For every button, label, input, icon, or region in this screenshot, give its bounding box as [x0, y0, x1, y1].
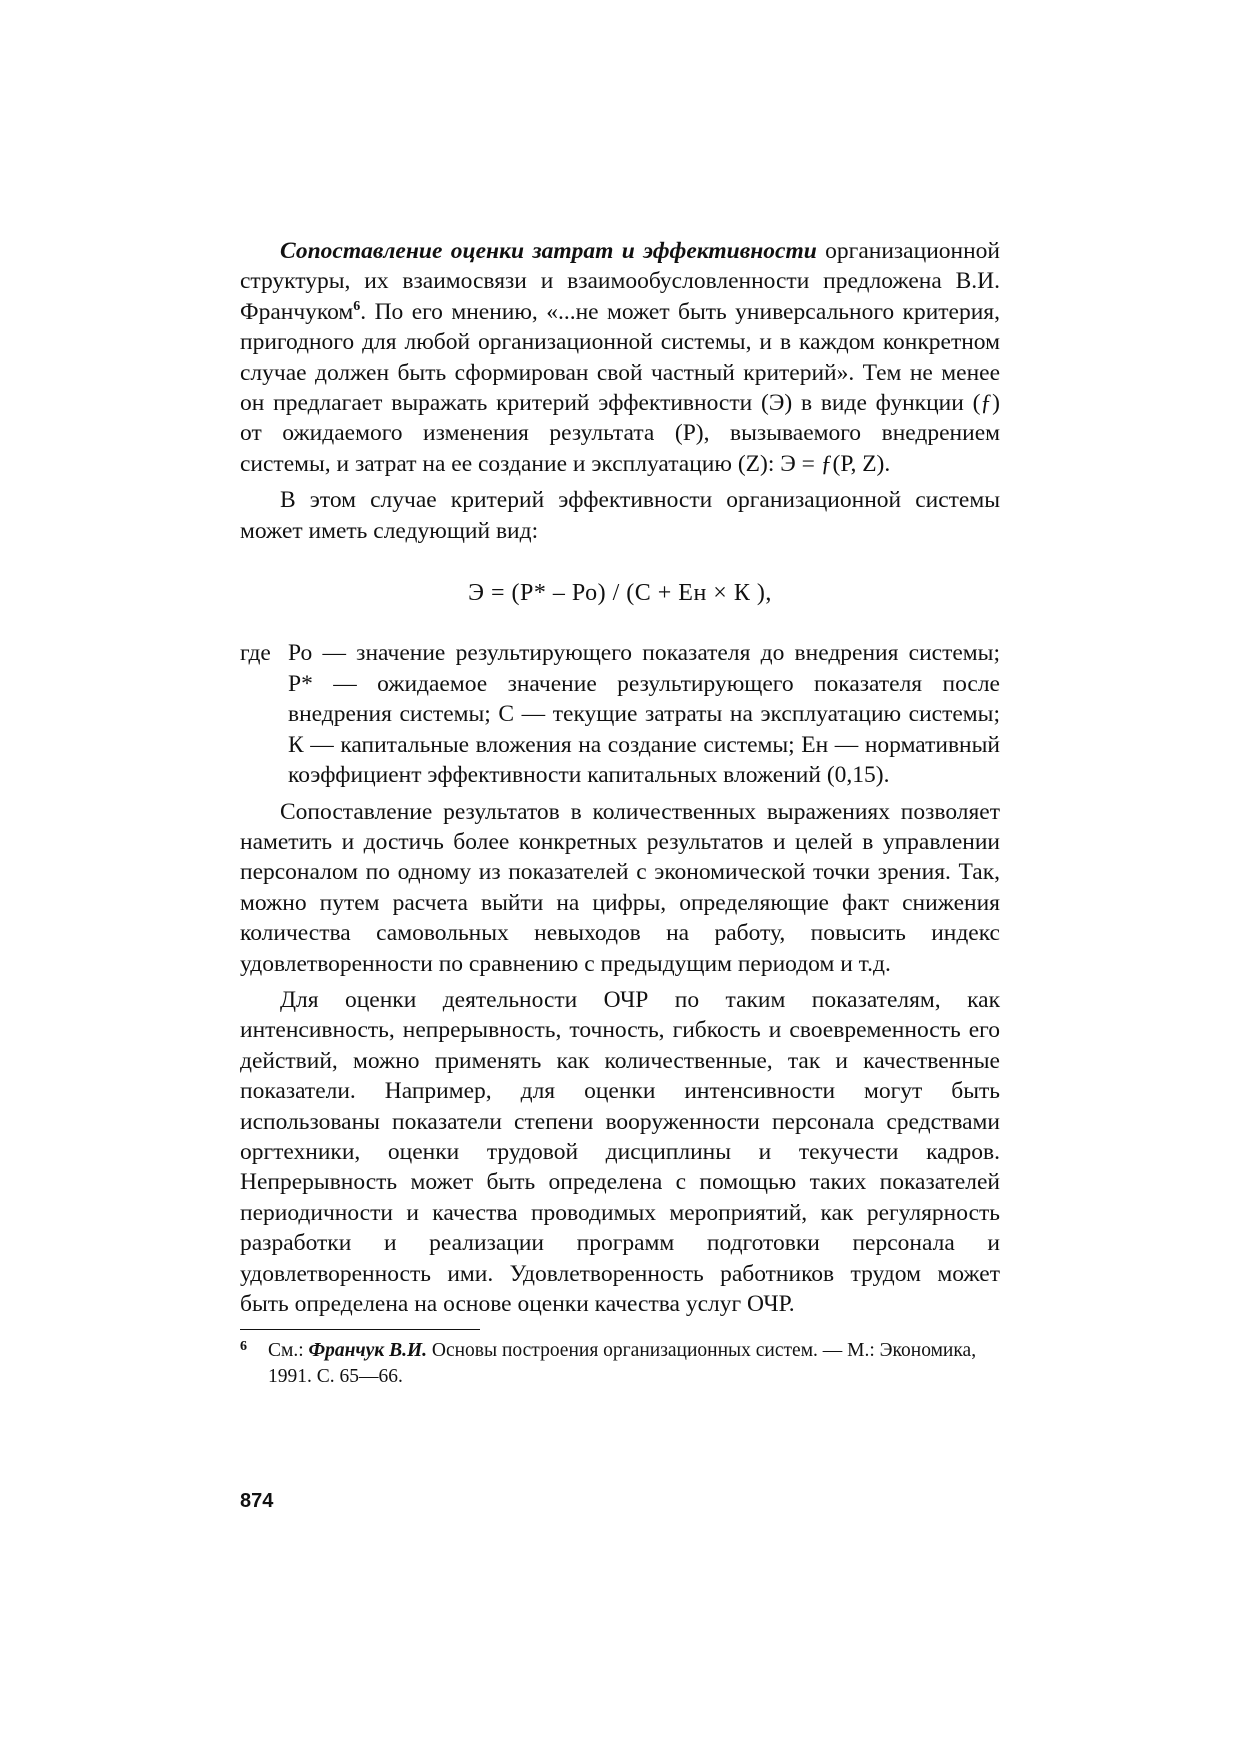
paragraph-criterion-intro: В этом случае критерий эффективности организационной системы может иметь следующий вид:: [240, 487, 1000, 544]
paragraph-ochr-assessment: Для оценки деятельности ОЧР по таким показателям, как интенсивность, непрерывность, точность, гибкость и своевременность его действий, можно применять как количественные, так и качественные показатели. Например, для оценки интенсивности могут быть использованы показатели степени вооруженности персонала средствами оргтехники, оценки трудовой дисциплины и текучести кадров. Непрерывность может быть определена с помощью таких показателей периодичности и качества проводимых мероприятий, как регулярность разработки и реализации программ подготовки персонала и удовлетворенность ими. Удовлетворенность работников трудом может быть определена на основе оценки качества услуг ОЧР.: [240, 986, 1000, 1317]
paragraph-text-a: организационной структуры, их взаимосвязи и взаимообусловленности предложена В.И. Франчуком: [240, 238, 1000, 325]
page-number: 874: [240, 1490, 274, 1512]
footnote-divider: [240, 1329, 480, 1330]
paragraph-quantitative-comparison: Сопоставление результатов в количественных выражениях позволяет наметить и достичь более конкретных результатов и целей в управлении персоналом по одному из показателей с экономической точки зрения. Так, можно путем расчета выйти на цифры, определяющие факт снижения количества самовольных невыходов на работу, повысить индекс удовлетворенности по сравнению с предыдущим периодом и т.д.: [240, 798, 1000, 977]
main-text: [240, 236, 1000, 1390]
footnote-author: Франчук В.И.: [308, 1340, 427, 1362]
footnote-text: Основы построения организационных систем. — М.: Экономика, 1991. С. 65—66.: [268, 1340, 977, 1388]
formula-legend: [240, 638, 1000, 790]
footnote-mark: 6: [240, 1339, 247, 1355]
footnote-prefix: См.:: [268, 1340, 309, 1362]
paragraph-text-b: . По его мнению, «...не может быть универсального критерия, пригодного для любой организационной системы, и в каждом конкретном случае должен быть сформирован свой частный критерий». Тем не менее он предлагает выражать критерий эффективности (Э) в виде функции (ƒ) от ожидаемого изменения результата (Р), вызываемого внедрением системы, и затрат на ее создание и эксплуатацию (Z): Э = ƒ(Р, Z).: [240, 298, 1000, 477]
paragraph-franchuk: [240, 236, 1000, 479]
paragraph-lead-italic: Сопоставление оценки затрат и эффективности: [280, 238, 817, 264]
formula-legend-text: Ро — значение результирующего показателя до внедрения системы; Р* — ожидаемое значение результирующего показателя после внедрения системы; С — текущие затраты на эксплуатацию системы; К — капитальные вложения на создание системы; Ен — нормативный коэффициент эффективности капитальных вложений (0,15).: [288, 640, 1000, 789]
footnote: [240, 1338, 1000, 1390]
formula-legend-where: где: [240, 640, 271, 667]
efficiency-formula: Э = (Р* – Ро) / (С + Ен × К ),: [468, 580, 772, 607]
footnote-reference[interactable]: 6: [353, 298, 361, 314]
